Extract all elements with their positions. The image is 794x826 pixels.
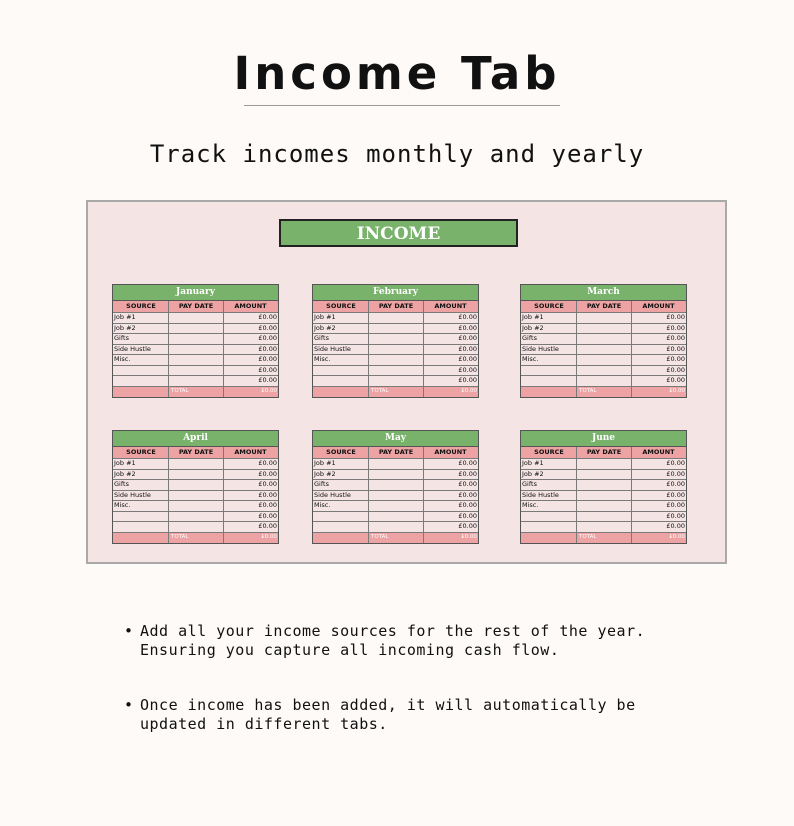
- amount-cell: £0.00: [666, 344, 685, 353]
- table-row: [521, 512, 686, 523]
- amount-cell: £0.00: [666, 459, 685, 467]
- pay-date-cell: [577, 324, 632, 334]
- source-cell: [521, 376, 577, 386]
- column-header: SOURCE: [313, 447, 369, 458]
- table-row: [113, 355, 278, 366]
- table-row: [521, 324, 686, 335]
- source-cell: [313, 522, 369, 532]
- source-cell: Misc.: [313, 355, 369, 365]
- month-header: June: [521, 431, 686, 447]
- total-amount: £0.00: [669, 533, 685, 540]
- source-cell: Job #2: [113, 470, 169, 480]
- source-cell: Gifts: [313, 334, 369, 344]
- source-cell: Side Hustle: [313, 345, 369, 355]
- pay-date-cell: [577, 355, 632, 365]
- amount-cell: £0.00: [458, 365, 477, 374]
- source-cell: Side Hustle: [113, 345, 169, 355]
- column-header-row: [313, 447, 478, 459]
- table-row: [521, 334, 686, 345]
- source-cell: Side Hustle: [113, 491, 169, 501]
- column-header: PAY DATE: [577, 447, 632, 458]
- source-cell: Job #1: [521, 459, 577, 469]
- amount-cell: £0.00: [258, 469, 277, 478]
- month-table-february: [312, 284, 479, 398]
- amount-cell: £0.00: [458, 376, 477, 384]
- source-cell: [521, 512, 577, 522]
- amount-cell: £0.00: [666, 522, 685, 530]
- table-row: [521, 470, 686, 481]
- month-header: January: [113, 285, 278, 301]
- table-row: [313, 459, 478, 470]
- table-row: [313, 522, 478, 533]
- column-header-row: [113, 301, 278, 313]
- source-cell: Job #1: [113, 313, 169, 323]
- source-cell: Job #2: [313, 324, 369, 334]
- amount-cell: £0.00: [458, 344, 477, 353]
- table-row: [313, 512, 478, 523]
- table-row: [113, 491, 278, 502]
- column-header: AMOUNT: [234, 302, 267, 310]
- total-label: TOTAL: [169, 387, 224, 398]
- pay-date-cell: [577, 522, 632, 532]
- table-row: [113, 345, 278, 356]
- pay-date-cell: [169, 459, 224, 469]
- pay-date-cell: [369, 334, 424, 344]
- pay-date-cell: [577, 345, 632, 355]
- amount-cell: £0.00: [458, 511, 477, 520]
- source-cell: [113, 522, 169, 532]
- column-header: PAY DATE: [169, 447, 224, 458]
- column-header: PAY DATE: [577, 301, 632, 312]
- pay-date-cell: [577, 480, 632, 490]
- amount-cell: £0.00: [258, 480, 277, 488]
- month-table-march: [520, 284, 687, 398]
- page-title: Income Tab: [233, 47, 561, 100]
- column-header: AMOUNT: [234, 448, 267, 456]
- amount-cell: £0.00: [666, 334, 685, 342]
- month-header: April: [113, 431, 278, 447]
- source-cell: [313, 366, 369, 376]
- table-row: [313, 366, 478, 377]
- amount-cell: £0.00: [258, 522, 277, 530]
- source-cell: Job #1: [521, 313, 577, 323]
- table-row: [113, 501, 278, 512]
- table-row: [521, 345, 686, 356]
- source-cell: [113, 366, 169, 376]
- pay-date-cell: [577, 459, 632, 469]
- table-row: [113, 470, 278, 481]
- total-row: [313, 387, 478, 398]
- source-cell: [313, 376, 369, 386]
- pay-date-cell: [169, 522, 224, 532]
- amount-cell: £0.00: [458, 334, 477, 342]
- total-row: [521, 533, 686, 544]
- amount-cell: £0.00: [666, 355, 685, 363]
- income-sheet-preview: [86, 200, 727, 564]
- pay-date-cell: [369, 512, 424, 522]
- pay-date-cell: [169, 376, 224, 386]
- source-cell: [521, 522, 577, 532]
- total-spacer: [313, 387, 369, 398]
- table-row: [113, 512, 278, 523]
- table-row: [113, 313, 278, 324]
- amount-cell: £0.00: [258, 355, 277, 363]
- amount-cell: £0.00: [666, 511, 685, 520]
- total-label: TOTAL: [169, 533, 224, 544]
- pay-date-cell: [169, 345, 224, 355]
- bullet-line: updated in different tabs.: [140, 715, 388, 733]
- amount-cell: £0.00: [258, 376, 277, 384]
- pay-date-cell: [369, 470, 424, 480]
- amount-cell: £0.00: [458, 522, 477, 530]
- total-amount: £0.00: [461, 533, 477, 540]
- pay-date-cell: [577, 491, 632, 501]
- amount-cell: £0.00: [666, 323, 685, 332]
- total-spacer: [113, 533, 169, 544]
- total-spacer: [521, 533, 577, 544]
- amount-cell: £0.00: [258, 344, 277, 353]
- source-cell: Job #2: [113, 324, 169, 334]
- feature-bullet: [124, 622, 764, 660]
- pay-date-cell: [577, 366, 632, 376]
- feature-bullet: [124, 696, 764, 734]
- source-cell: [113, 376, 169, 386]
- column-header-row: [313, 301, 478, 313]
- amount-cell: £0.00: [258, 459, 277, 467]
- source-cell: Gifts: [113, 334, 169, 344]
- title-divider: [244, 105, 560, 106]
- column-header: AMOUNT: [434, 302, 467, 310]
- source-cell: Gifts: [113, 480, 169, 490]
- column-header: SOURCE: [113, 301, 169, 312]
- amount-cell: £0.00: [666, 480, 685, 488]
- pay-date-cell: [169, 334, 224, 344]
- amount-cell: £0.00: [258, 501, 277, 509]
- amount-cell: £0.00: [458, 469, 477, 478]
- column-header-row: [113, 447, 278, 459]
- column-header: SOURCE: [313, 301, 369, 312]
- table-row: [521, 355, 686, 366]
- table-row: [521, 376, 686, 387]
- column-header: AMOUNT: [642, 302, 675, 310]
- pay-date-cell: [169, 480, 224, 490]
- source-cell: Side Hustle: [521, 345, 577, 355]
- total-spacer: [113, 387, 169, 398]
- table-row: [313, 334, 478, 345]
- column-header: SOURCE: [521, 301, 577, 312]
- pay-date-cell: [369, 355, 424, 365]
- source-cell: Job #1: [113, 459, 169, 469]
- pay-date-cell: [169, 501, 224, 511]
- total-spacer: [313, 533, 369, 544]
- pay-date-cell: [369, 376, 424, 386]
- table-row: [113, 522, 278, 533]
- total-label: TOTAL: [369, 533, 424, 544]
- amount-cell: £0.00: [458, 313, 477, 321]
- amount-cell: £0.00: [258, 313, 277, 321]
- total-spacer: [521, 387, 577, 398]
- total-amount: £0.00: [669, 387, 685, 394]
- column-header: PAY DATE: [169, 301, 224, 312]
- amount-cell: £0.00: [458, 501, 477, 509]
- month-table-april: [112, 430, 279, 544]
- pay-date-cell: [169, 366, 224, 376]
- pay-date-cell: [369, 501, 424, 511]
- month-table-january: [112, 284, 279, 398]
- column-header: SOURCE: [113, 447, 169, 458]
- pay-date-cell: [169, 324, 224, 334]
- income-banner: INCOME: [279, 219, 518, 247]
- total-row: [313, 533, 478, 544]
- table-row: [113, 376, 278, 387]
- month-header: May: [313, 431, 478, 447]
- table-row: [313, 376, 478, 387]
- amount-cell: £0.00: [458, 355, 477, 363]
- source-cell: Misc.: [313, 501, 369, 511]
- table-row: [113, 480, 278, 491]
- amount-cell: £0.00: [458, 323, 477, 332]
- pay-date-cell: [577, 512, 632, 522]
- table-row: [113, 324, 278, 335]
- table-row: [521, 491, 686, 502]
- pay-date-cell: [369, 324, 424, 334]
- source-cell: Side Hustle: [313, 491, 369, 501]
- page-subtitle: Track incomes monthly and yearly: [149, 140, 645, 168]
- pay-date-cell: [169, 491, 224, 501]
- table-row: [313, 470, 478, 481]
- total-label: TOTAL: [577, 533, 632, 544]
- amount-cell: £0.00: [258, 334, 277, 342]
- pay-date-cell: [169, 313, 224, 323]
- source-cell: Misc.: [521, 501, 577, 511]
- bullet-line: Add all your income sources for the rest of the year.: [140, 622, 646, 640]
- source-cell: [521, 366, 577, 376]
- total-label: TOTAL: [577, 387, 632, 398]
- table-row: [313, 313, 478, 324]
- source-cell: Job #1: [313, 459, 369, 469]
- source-cell: Misc.: [113, 501, 169, 511]
- pay-date-cell: [369, 491, 424, 501]
- source-cell: Gifts: [521, 480, 577, 490]
- month-header: March: [521, 285, 686, 301]
- pay-date-cell: [577, 376, 632, 386]
- column-header: PAY DATE: [369, 301, 424, 312]
- source-cell: Side Hustle: [521, 491, 577, 501]
- column-header: AMOUNT: [434, 448, 467, 456]
- pay-date-cell: [577, 501, 632, 511]
- table-row: [521, 501, 686, 512]
- month-table-may: [312, 430, 479, 544]
- amount-cell: £0.00: [458, 490, 477, 499]
- table-row: [113, 366, 278, 377]
- source-cell: Job #2: [521, 470, 577, 480]
- source-cell: Misc.: [113, 355, 169, 365]
- amount-cell: £0.00: [666, 490, 685, 499]
- feature-list: [124, 622, 764, 770]
- pay-date-cell: [169, 512, 224, 522]
- source-cell: Job #2: [313, 470, 369, 480]
- column-header: AMOUNT: [642, 448, 675, 456]
- pay-date-cell: [369, 345, 424, 355]
- table-row: [313, 355, 478, 366]
- table-row: [313, 491, 478, 502]
- table-row: [313, 501, 478, 512]
- source-cell: [313, 512, 369, 522]
- total-amount: £0.00: [261, 533, 277, 540]
- pay-date-cell: [369, 366, 424, 376]
- pay-date-cell: [169, 355, 224, 365]
- amount-cell: £0.00: [258, 511, 277, 520]
- total-label: TOTAL: [369, 387, 424, 398]
- source-cell: Misc.: [521, 355, 577, 365]
- pay-date-cell: [169, 470, 224, 480]
- source-cell: Job #2: [521, 324, 577, 334]
- amount-cell: £0.00: [258, 365, 277, 374]
- bullet-dot-icon: •: [124, 622, 134, 640]
- pay-date-cell: [577, 334, 632, 344]
- amount-cell: £0.00: [666, 469, 685, 478]
- column-header: SOURCE: [521, 447, 577, 458]
- amount-cell: £0.00: [666, 365, 685, 374]
- bullet-line: Ensuring you capture all incoming cash flow.: [140, 641, 560, 659]
- source-cell: Job #1: [313, 313, 369, 323]
- total-row: [521, 387, 686, 398]
- month-table-june: [520, 430, 687, 544]
- pay-date-cell: [577, 470, 632, 480]
- table-row: [521, 313, 686, 324]
- source-cell: [113, 512, 169, 522]
- amount-cell: £0.00: [666, 376, 685, 384]
- pay-date-cell: [369, 480, 424, 490]
- total-row: [113, 387, 278, 398]
- total-row: [113, 533, 278, 544]
- table-row: [313, 480, 478, 491]
- amount-cell: £0.00: [258, 323, 277, 332]
- total-amount: £0.00: [261, 387, 277, 394]
- bullet-line: Once income has been added, it will automatically be: [140, 696, 636, 714]
- table-row: [521, 522, 686, 533]
- amount-cell: £0.00: [666, 313, 685, 321]
- column-header: PAY DATE: [369, 447, 424, 458]
- amount-cell: £0.00: [458, 480, 477, 488]
- table-row: [521, 480, 686, 491]
- amount-cell: £0.00: [666, 501, 685, 509]
- total-amount: £0.00: [461, 387, 477, 394]
- column-header-row: [521, 447, 686, 459]
- source-cell: Gifts: [521, 334, 577, 344]
- amount-cell: £0.00: [258, 490, 277, 499]
- table-row: [313, 324, 478, 335]
- table-row: [113, 459, 278, 470]
- amount-cell: £0.00: [458, 459, 477, 467]
- table-row: [521, 459, 686, 470]
- pay-date-cell: [577, 313, 632, 323]
- table-row: [113, 334, 278, 345]
- source-cell: Gifts: [313, 480, 369, 490]
- pay-date-cell: [369, 313, 424, 323]
- bullet-dot-icon: •: [124, 696, 134, 714]
- pay-date-cell: [369, 459, 424, 469]
- table-row: [313, 345, 478, 356]
- column-header-row: [521, 301, 686, 313]
- month-header: February: [313, 285, 478, 301]
- pay-date-cell: [369, 522, 424, 532]
- table-row: [521, 366, 686, 377]
